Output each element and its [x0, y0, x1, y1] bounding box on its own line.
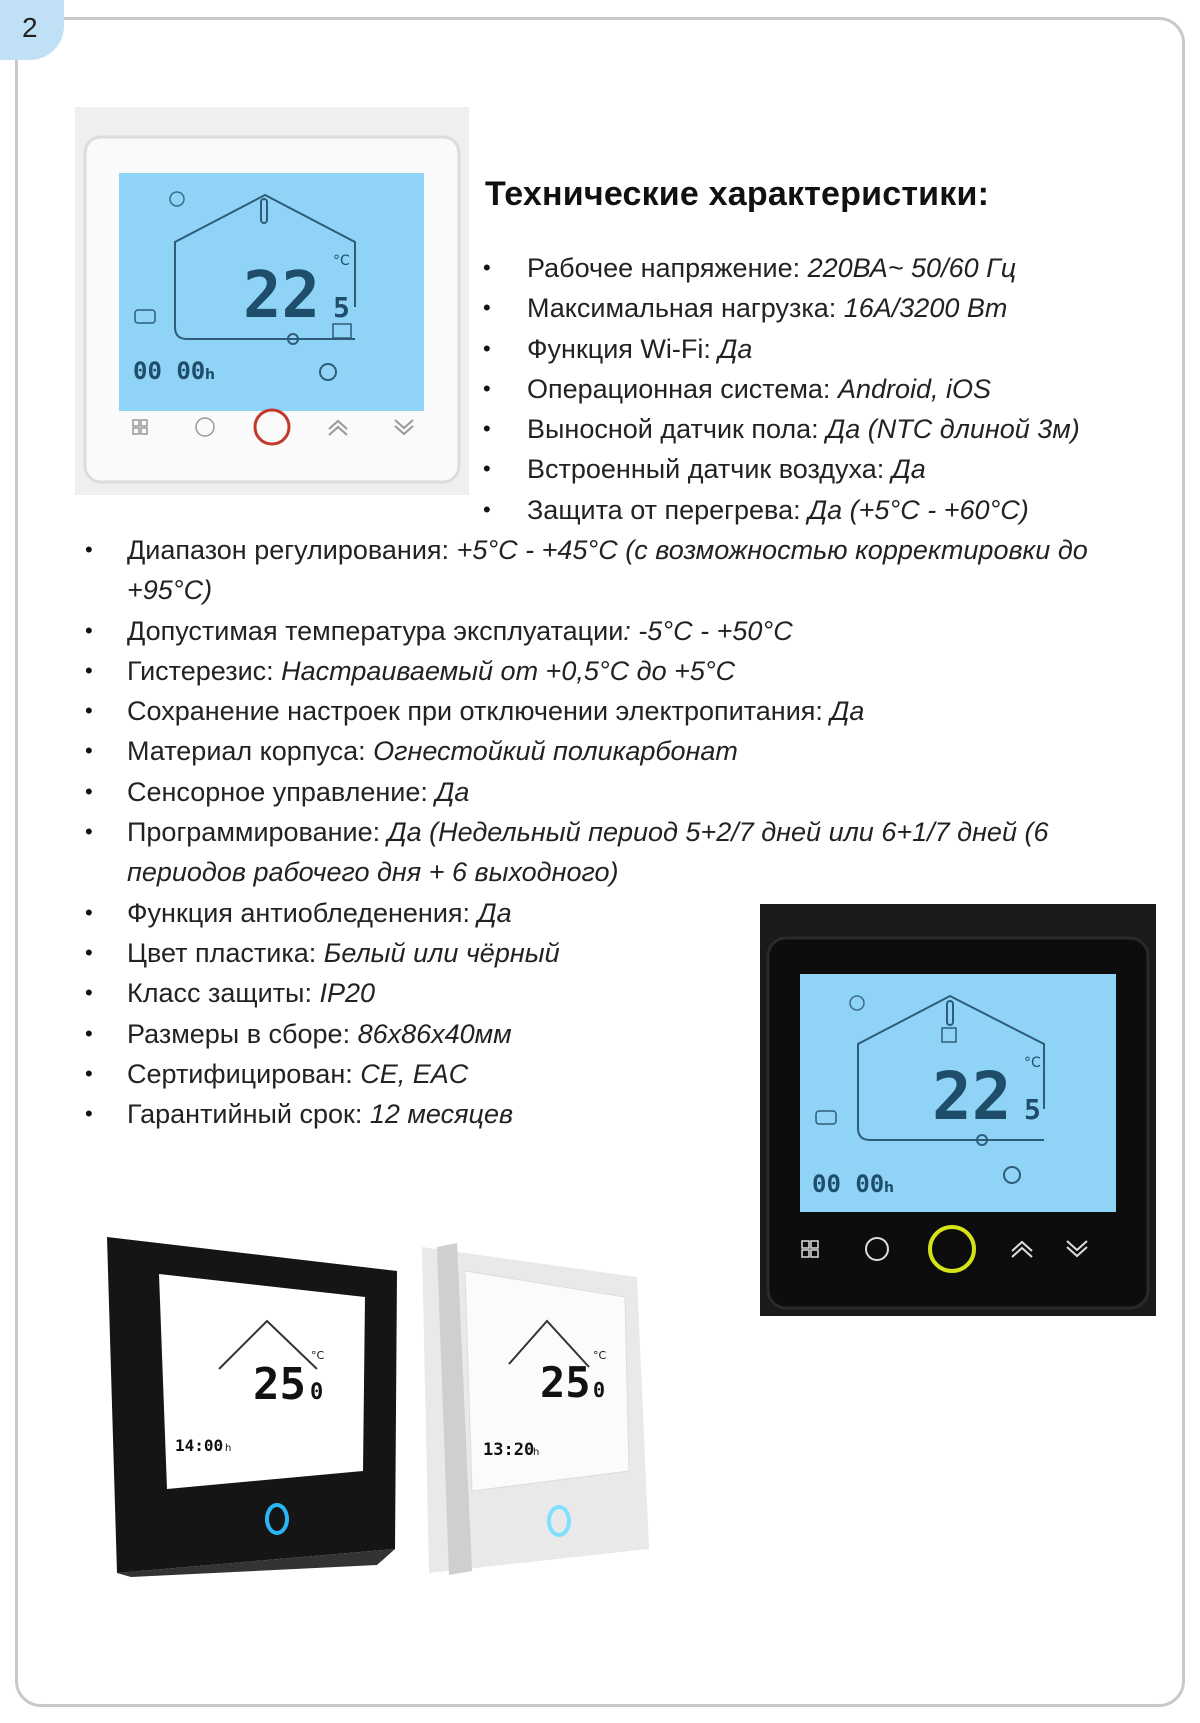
spec-item: [85, 611, 1165, 651]
spec-item: [85, 651, 1165, 691]
spec-label: Материал корпуса:: [127, 736, 374, 767]
black-angle-unit: °C: [311, 1349, 325, 1362]
black-thermostat-illustration: [760, 904, 1156, 1316]
black-front-temp: 22: [932, 1058, 1012, 1135]
spec-label: Класс защиты:: [127, 978, 320, 1009]
spec-value: Да: [830, 696, 865, 727]
spec-value: : -5°C - +50°C: [623, 615, 793, 646]
white-thermostat-illustration: [75, 107, 469, 495]
page-number: 2: [22, 12, 38, 43]
spec-value: Да (NTC длиной 3м): [826, 414, 1080, 445]
spec-value: Да: [435, 776, 470, 807]
spec-item: [483, 248, 1173, 288]
spec-label: Цвет пластика:: [127, 937, 324, 968]
spec-value: Настраиваемый от +0,5°C до +5°C: [281, 655, 736, 686]
spec-item: [85, 530, 1165, 611]
spec-value: Да: [477, 897, 512, 928]
spec-item: [85, 691, 1165, 731]
spec-value: +5°C - +45°C (с возможностью корректировки до +95°C): [127, 535, 1088, 606]
spec-value: 12 месяцев: [369, 1099, 514, 1130]
spec-item: [85, 731, 1165, 771]
black-angle-decimal: 0: [310, 1380, 324, 1405]
spec-value: Да (Недельный период 5+2/7 дней или 6+1/7 дней (6 периодов рабочего дня + 6 выходного): [127, 817, 1049, 888]
spec-value: 16A/3200 Вт: [843, 293, 1008, 324]
spec-value: Огнестойкий поликарбонат: [373, 736, 738, 767]
white-angle-temp: 25: [540, 1358, 591, 1407]
spec-label: Размеры в сборе:: [127, 1018, 358, 1049]
spec-label: Встроенный датчик воздуха:: [527, 454, 892, 485]
black-front-clock: 00 00: [812, 1170, 885, 1198]
spec-label: Операционная система:: [527, 373, 838, 404]
black-angle-temp: 25: [253, 1359, 306, 1410]
spec-label: Рабочее напряжение:: [527, 253, 808, 283]
spec-value: Да (+5°C - +60°C): [808, 494, 1029, 525]
specs-list-top: [483, 248, 1173, 530]
spec-item: [483, 288, 1173, 328]
spec-value: IP20: [319, 978, 376, 1009]
white-angle-decimal: 0: [593, 1378, 606, 1402]
white-thermostat-photo: [75, 107, 469, 495]
spec-label: Гарантийный срок:: [127, 1099, 370, 1130]
spec-value: Android, iOS: [837, 373, 992, 404]
black-front-unit: °C: [1024, 1055, 1041, 1071]
spec-value: CE, EAC: [360, 1058, 469, 1089]
spec-value: 220ВА~ 50/60 Гц: [807, 253, 1017, 283]
spec-label: Сертифицирован:: [127, 1058, 361, 1089]
white-angle-clock: 13:20: [483, 1440, 535, 1460]
white-front-clock: 00 00: [133, 357, 206, 385]
spec-label: Функция антиобледенения:: [127, 897, 478, 928]
white-angle-clock-suffix: h: [533, 1447, 540, 1458]
white-front-clock-suffix: h: [205, 367, 215, 383]
spec-label: Допустимая температура эксплуатации: [127, 615, 624, 646]
spec-item: [483, 369, 1173, 409]
spec-item: [483, 449, 1173, 489]
spec-label: Функция Wi-Fi:: [527, 333, 719, 364]
spec-item: [483, 490, 1173, 530]
black-thermostat-photo: [760, 904, 1156, 1316]
spec-label: Сохранение настроек при отключении электропитания:: [127, 696, 831, 727]
spec-label: Максимальная нагрузка:: [527, 293, 844, 324]
spec-label: Программирование:: [127, 817, 388, 848]
spec-item: [85, 772, 1165, 812]
spec-value: 86x86x40мм: [357, 1018, 512, 1049]
black-front-decimal: 5: [1024, 1093, 1041, 1126]
spec-label: Диапазон регулирования:: [127, 535, 457, 565]
spec-label: Сенсорное управление:: [127, 776, 436, 807]
angled-thermostats-photo: [77, 1219, 729, 1577]
white-front-temp: 22: [243, 259, 321, 333]
black-angle-clock: 14:00: [175, 1436, 224, 1455]
spec-value: Да: [718, 333, 753, 364]
spec-label: Гистерезис:: [127, 655, 282, 686]
white-angle-unit: °C: [593, 1349, 607, 1362]
spec-item: [483, 329, 1173, 369]
spec-label: Выносной датчик пола:: [527, 414, 827, 445]
spec-label: Защита от перегрева:: [527, 494, 809, 525]
spec-value: Да: [891, 454, 926, 485]
spec-item: [483, 409, 1173, 449]
spec-value: Белый или чёрный: [323, 937, 560, 968]
black-front-clock-suffix: h: [884, 1180, 894, 1196]
angled-thermostats-illustration: [77, 1219, 729, 1577]
white-front-decimal: 5: [333, 291, 350, 324]
white-front-unit: °C: [333, 253, 350, 269]
black-angle-clock-suffix: h: [225, 1443, 232, 1454]
spec-item: [85, 812, 1165, 893]
page-title: Технические характеристики:: [485, 175, 990, 213]
